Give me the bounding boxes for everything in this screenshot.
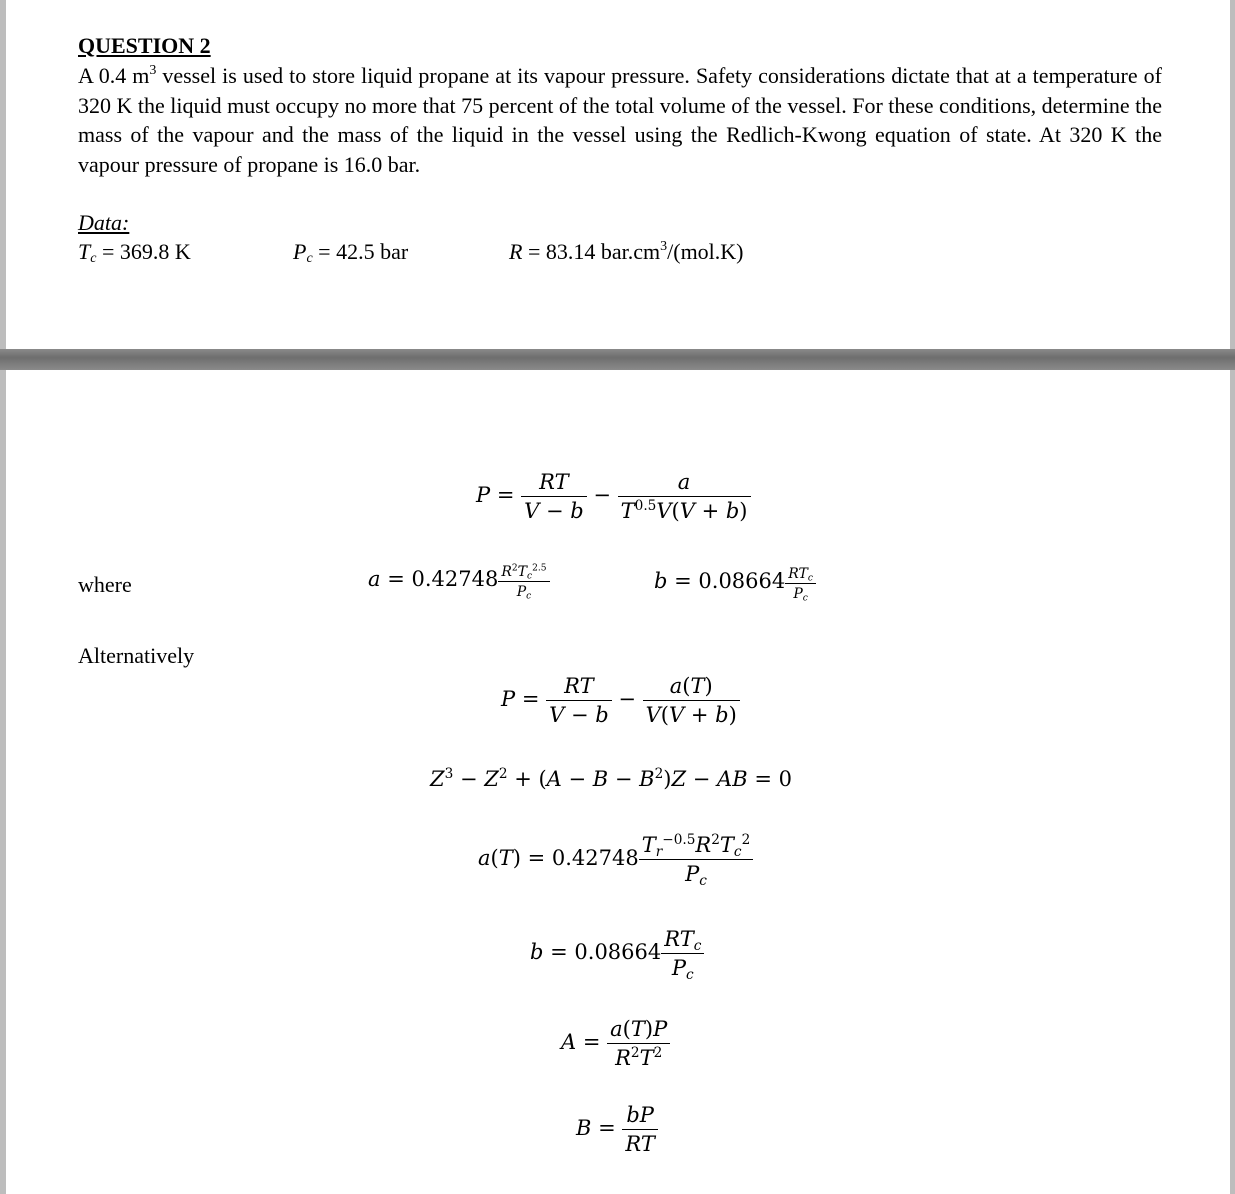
page-1 [6,0,1230,349]
a-of-t-equation: a(T) = 0.42748 $\frac{T_r^{-0.5}R^2T_c^2}{P_c}$ [478,833,753,886]
page-2 [6,370,1230,1194]
question-title: QUESTION 2 [78,33,211,58]
question-body: A 0.4 $m^3$ vessel is used to store liquid propane at its vapour pressure. Safety considerations dictate that at a temperature of 320 K the liquid must occupy no more that 75 percent of the total volume of the vessel. For these conditions, determine the mass of the vapour and the mass of the liquid in the vessel using the Redlich-Kwong equation of state. At 320 K the vapour pressure of propane is 16.0 bar. [78,63,1162,178]
rk-equation: P = $\frac{RT}{V - b}$ − $\frac{a}{T^{0.5}V(V + b)}$ [476,470,751,523]
b-dimensionless-equation: B = $\frac{bP}{RT}$ [576,1103,658,1156]
a-parameter-equation: a = 0.42748 $\frac{R^2T_c^{2.5}}{P_c}$ [368,564,550,600]
b-parameter-equation: b = 0.08664 $\frac{RT_c}{P_c}$ [654,566,816,602]
critical-pressure: $P_c = 42.5$ bar [293,239,409,266]
alternatively-label: Alternatively [78,643,195,668]
data-heading: Data: [78,210,130,235]
rk-alternative-equation: P = $\frac{RT}{V - b}$ − $\frac{a(T)}{V(V + b)}$ [501,674,740,727]
a-dimensionless-equation: A = $\frac{a(T)P}{R^2T^2}$ [561,1017,670,1070]
gas-constant: R = 83.14 $bar.cm^3/(mol.K)$ [509,239,744,264]
critical-temperature: $T_c = 369.8$ K [78,239,191,266]
page-separator [0,349,1235,370]
cubic-z-equation: $Z^3 - Z^2 + (A - B - B^2)Z$ − AB = 0 [430,765,792,791]
where-label: where [78,572,132,597]
b-equation: b = 0.08664 $\frac{RT_c}{P_c}$ [530,927,704,980]
